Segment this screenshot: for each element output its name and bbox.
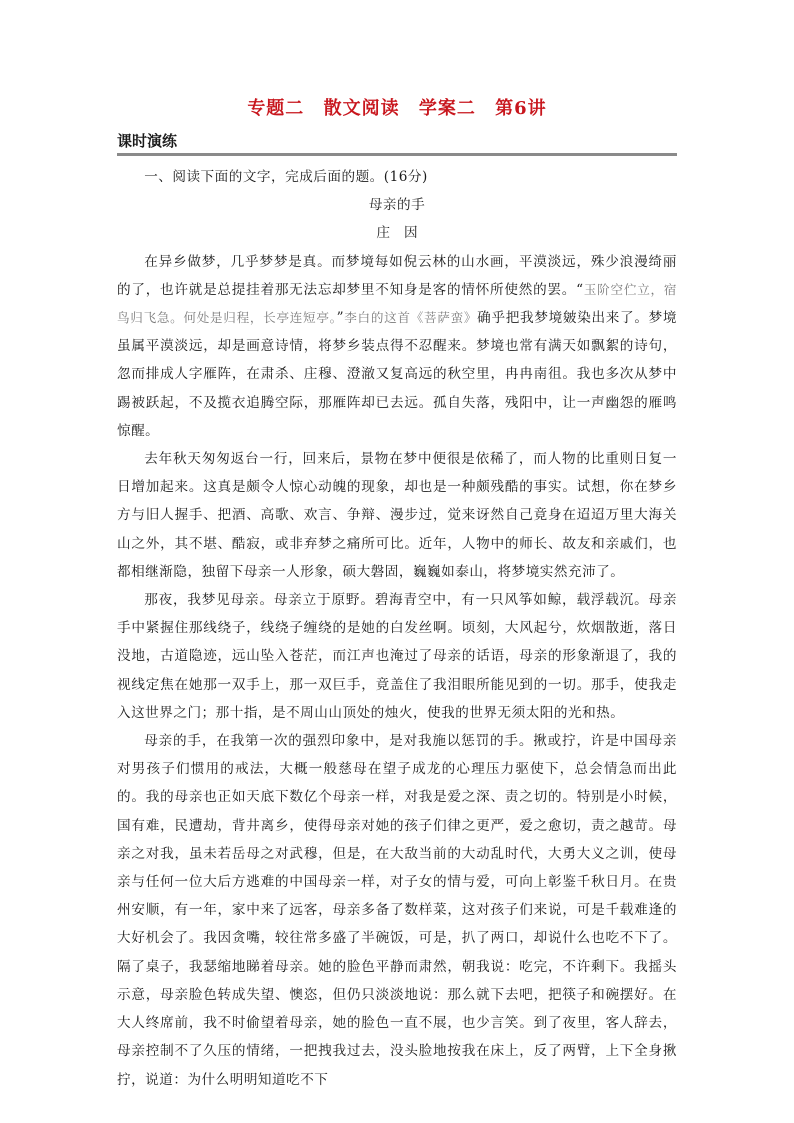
- question-instruction: 一、阅读下面的文字，完成后面的题。(16分): [144, 169, 428, 185]
- page-title: [117, 97, 677, 121]
- section-heading: 课时演练: [117, 132, 178, 150]
- paragraph-1-text-d: 确乎把我梦境皴染出来了。梦境虽属平漠淡远，却是画意诗情，将梦乡装点得不忍醒来。梦境也常有满天如飘絮的诗句，忽而排成人字雁阵，在肃杀、庄穆、澄澈又复高远的秋空里，冉冉南徂。我也多次从梦中踢被跃起，不及揽衣追腾空际，那雁阵却已去远。孤自失落，残阳中，让一声幽怨的雁鸣惊醒。: [117, 310, 678, 439]
- paragraph-1-text-b: ”: [336, 310, 345, 327]
- paragraph-1: [117, 248, 677, 445]
- poem-citation: 李白的这首《菩萨蛮》: [344, 310, 478, 326]
- article-author-line: [117, 219, 677, 247]
- paragraph-2: 去年秋天匆匆返台一行，回来后，景物在梦中便很是依稀了，而人物的比重则日复一日增加起来。这真是颇令人惊心动魄的现象，却也是一种颇残酷的事实。试想，你在梦乡方与旧人握手、把酒、高歌、欢言、争辩、漫步过，觉来讶然自己竟身在迢迢万里大海关山之外，其不堪、酷寂，或非弃梦之痛所可比。近年，人物中的师长、故友和亲戚们，也都相继渐隐，独留下母亲一人形象，硕大磐固，巍巍如泰山，将梦境实然充沛了。: [117, 451, 677, 580]
- title-part-subject: 散文阅读: [323, 98, 400, 119]
- article-author: 庄因: [376, 225, 432, 242]
- poem-quote: 玉阶空伫立，宿鸟归飞急。何处是归程，长亭连短亭。: [117, 281, 677, 326]
- title-part-topic: 专题二: [247, 98, 305, 119]
- title-part-lesson: 第6讲: [495, 98, 547, 119]
- section-divider: [117, 153, 677, 156]
- paragraph-3: 那夜，我梦见母亲。母亲立于原野。碧海青空中，有一只风筝如鲸，载浮载沉。母亲手中紧握住那线绕子，线绕子缠绕的是她的白发丝啊。顷刻，大风起兮，炊烟散逝，落日没地，古道隐迹，远山坠入苍茫，而江声也淹过了母亲的话语，母亲的形象渐退了，我的视线定焦在她那一双手上，那一双巨手，竟盖住了我泪眼所能见到的一切。那手，使我走入这世界之门；那十指，是不周山山顶处的烛火，使我的世界无须太阳的光和热。: [117, 592, 677, 721]
- document-body: [117, 163, 677, 1094]
- title-part-plan: 学案二: [418, 98, 476, 119]
- article-title: 母亲的手: [368, 197, 426, 214]
- paragraph-1-text-a: 在异乡做梦，几乎梦梦是真。而梦境每如倪云林的山水画，平漠淡远，殊少浪漫绮丽的了，也许就是总提挂着那无法忘却梦里不知身是客的情怀所使然的罢。“: [117, 253, 677, 298]
- paragraph-4: 母亲的手，在我第一次的强烈印象中，是对我施以惩罚的手。揪或拧，许是中国母亲对男孩子们惯用的戒法，大概一般慈母在望子成龙的心理压力驱使下，总会情急而出此的。我的母亲也正如天底下数亿个母亲一样，对我是爱之深、责之切的。特别是小时候，国有难，民遭劫，背井离乡，使得母亲对她的孩子们律之更严，爱之愈切，责之越苛。母亲之对我，虽未若岳母之对武穆，但是，在大敌当前的大动乱时代，大勇大义之训，使母亲与任何一位大后方逃难的中国母亲一样，对子女的情与爱，可向上彰鉴千秋日月。在贵州安顺，有一年，家中来了远客，母亲多备了数样菜，这对孩子们来说，可是千载难逢的大好机会了。我因贪嘴，较往常多盛了半碗饭，可是，扒了两口，却说什么也吃不下了。隔了桌子，我瑟缩地睇着母亲。她的脸色平静而肃然，朝我说：吃完，不许剩下。我摇头示意，母亲脸色转成失望、懊恣，但仍只淡淡地说：那么就下去吧，把筷子和碗摆好。在大人终席前，我不时偷望着母亲，她的脸色一直不展，也少言笑。到了夜里，客人辞去，母亲控制不了久压的情绪，一把拽我过去，没头脸地按我在床上，反了两臂，上下全身揪拧，说道：为什么明明知道吃不下: [117, 733, 677, 1088]
